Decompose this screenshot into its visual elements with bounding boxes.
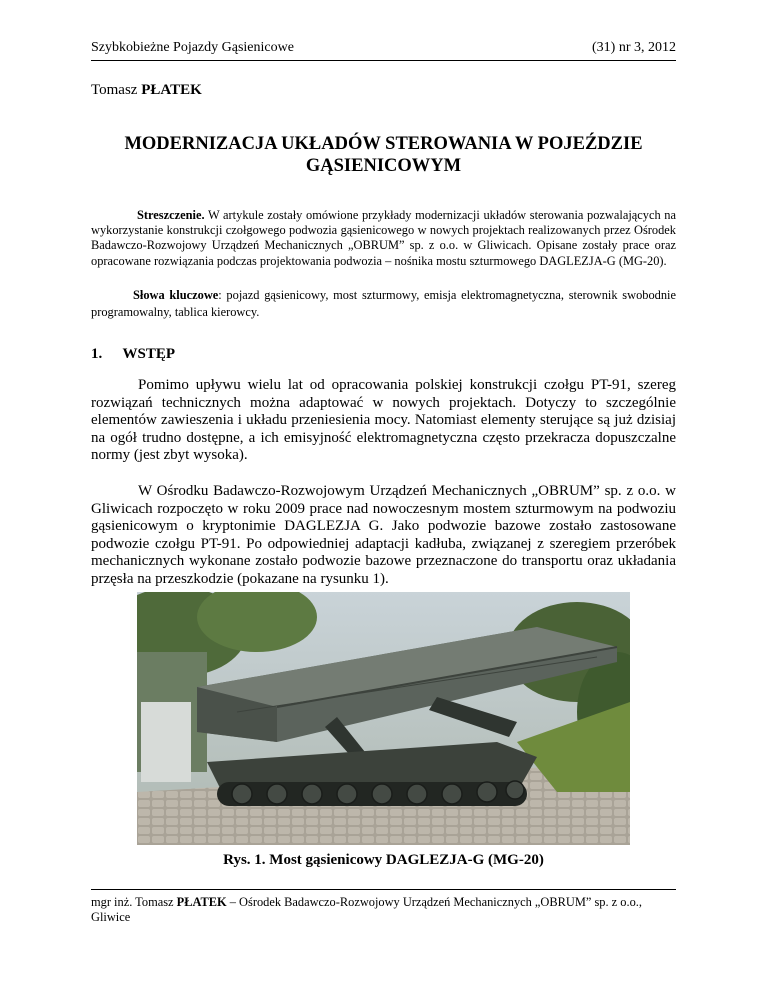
footnote-affiliation: – Ośrodek Badawczo-Rozwojowy Urządzeń Mechanicznych „OBRUM” sp. z o.o., Gliwice	[91, 895, 642, 924]
abstract-label: Streszczenie.	[137, 208, 205, 222]
running-header	[91, 40, 676, 60]
keywords	[91, 287, 676, 321]
section-title: WSTĘP	[122, 346, 175, 362]
figure-photo	[137, 592, 630, 845]
author-first-name: Tomasz	[91, 82, 138, 98]
author-last-name: PŁATEK	[141, 82, 202, 98]
section-heading	[91, 346, 175, 363]
bridge-vehicle-photo	[137, 592, 630, 845]
abstract-text: W artykule zostały omówione przykłady modernizacji układów sterowania pozwalających na wykorzystanie konstrukcji czołgowego podwozia gąsienicowego w nowych projektach realizowanych przez Ośrodek Badawczo-Rozwojowy Urządzeń Mechanicznych „OBRUM” sp. z o.o. w Gliwicach. Opisane zostały prace oraz opracowane rozwiązania podczas projektowania podwozia – nośnika mostu szturmowego DAGLEZJA-G (MG-20).	[91, 208, 676, 268]
body-paragraph: Pomimo upływu wielu lat od opracowania polskiej konstrukcji czołgu PT-91, szereg rozwiązań technicznych można adaptować w nowych projektach. Dotyczy to szczególnie elementów zawieszenia i układu przeniesienia mocy. Natomiast elementy sterujące są już dzisiaj na ogół trudno dostępne, a ich emisyjność elektromagnetyczna często przekracza dopuszczalne normy (jest zbyt wysoka).	[91, 377, 676, 464]
author-line	[91, 82, 202, 99]
paper-title: MODERNIZACJA UKŁADÓW STEROWANIA W POJEŹDZIE GĄSIENICOWYM	[124, 134, 643, 176]
journal-name: Szybkobieżne Pojazdy Gąsienicowe	[91, 40, 294, 55]
figure-caption: Rys. 1. Most gąsienicowy DAGLEZJA-G (MG-20)	[223, 852, 544, 868]
issue-number: (31) nr 3, 2012	[592, 40, 676, 55]
section-number: 1.	[91, 346, 103, 362]
footnote-name: PŁATEK	[176, 895, 227, 909]
footnote-divider	[91, 889, 676, 890]
header-divider	[91, 60, 676, 61]
abstract	[91, 208, 676, 269]
keywords-label: Słowa kluczowe	[133, 288, 219, 302]
footnote-prefix: mgr inż. Tomasz	[91, 895, 177, 909]
body-paragraph: W Ośrodku Badawczo-Rozwojowym Urządzeń Mechanicznych „OBRUM” sp. z o.o. w Gliwicach rozpoczęto w roku 2009 prace nad nowoczesnym mostem szturmowym na podwoziu gąsienicowym o kryptonimie DAGLEZJA G. Jako podwozie bazowe zostało zastosowane podwozie czołgu PT-91. Po odpowiedniej adaptacji kadłuba, związanej z szeregiem przeróbek mechanicznych wykonane zostało podwozie bazowe przeznaczone do transportu oraz układania przęsła na przeszkodzie (pokazane na rysunku 1).	[91, 483, 676, 587]
keywords-text: : pojazd gąsienicowy, most szturmowy, emisja elektromagnetyczna, sterownik swobodnie programowalny, tablica kierowcy.	[91, 288, 676, 319]
author-footnote	[91, 895, 676, 925]
